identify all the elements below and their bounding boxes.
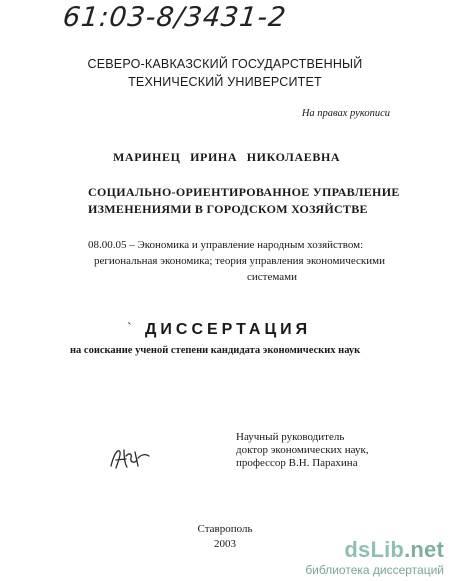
university-line-2: ТЕХНИЧЕСКИЙ УНИВЕРСИТЕТ: [128, 75, 322, 89]
watermark-brand-suffix: .net: [404, 537, 444, 562]
year: 2003: [214, 538, 236, 550]
supervisor-line-2: доктор экономических наук,: [236, 444, 369, 456]
dissertation-title: [88, 184, 400, 218]
watermark-tagline: библиотека диссертаций: [305, 563, 444, 577]
document-type-heading: ДИССЕРТАЦИЯ: [145, 321, 312, 338]
author-name: МАРИНЕЦ ИРИНА НИКОЛАЕВНА: [113, 150, 341, 164]
supervisor-line-3: профессор В.Н. Парахина: [236, 457, 358, 469]
scientific-supervisor: [236, 431, 369, 470]
title-line-1: СОЦИАЛЬНО-ОРИЕНТИРОВАННОЕ УПРАВЛЕНИЕ: [88, 185, 400, 199]
specialty-line-3: системами: [247, 271, 297, 283]
watermark-brand-prefix: dsLib: [344, 537, 405, 562]
specialty-line-2: региональная экономика; теория управления экономическими: [94, 255, 385, 267]
supervisor-line-1: Научный руководитель: [236, 431, 345, 443]
stray-tick-mark: `: [127, 321, 132, 336]
degree-statement: на соискание ученой степени кандидата экономических наук: [70, 345, 361, 356]
watermark-logo: [305, 539, 444, 561]
specialty-code: [88, 237, 385, 285]
city: Ставрополь: [197, 523, 253, 535]
university-line-1: СЕВЕРО-КАВКАЗСКИЙ ГОСУДАРСТВЕННЫЙ: [87, 57, 363, 71]
specialty-line-1: 08.00.05 – Экономика и управление народным хозяйством:: [88, 239, 364, 251]
dslib-watermark[interactable]: [305, 539, 444, 576]
title-line-2: ИЗМЕНЕНИЯМИ В ГОРОДСКОМ ХОЗЯЙСТВЕ: [88, 202, 368, 216]
handwritten-registration-code: 61:03-8/3431-2: [61, 2, 289, 33]
signature-icon: [108, 444, 152, 472]
manuscript-rights-note: На правах рукописи: [301, 108, 390, 119]
university-name: [0, 55, 450, 91]
